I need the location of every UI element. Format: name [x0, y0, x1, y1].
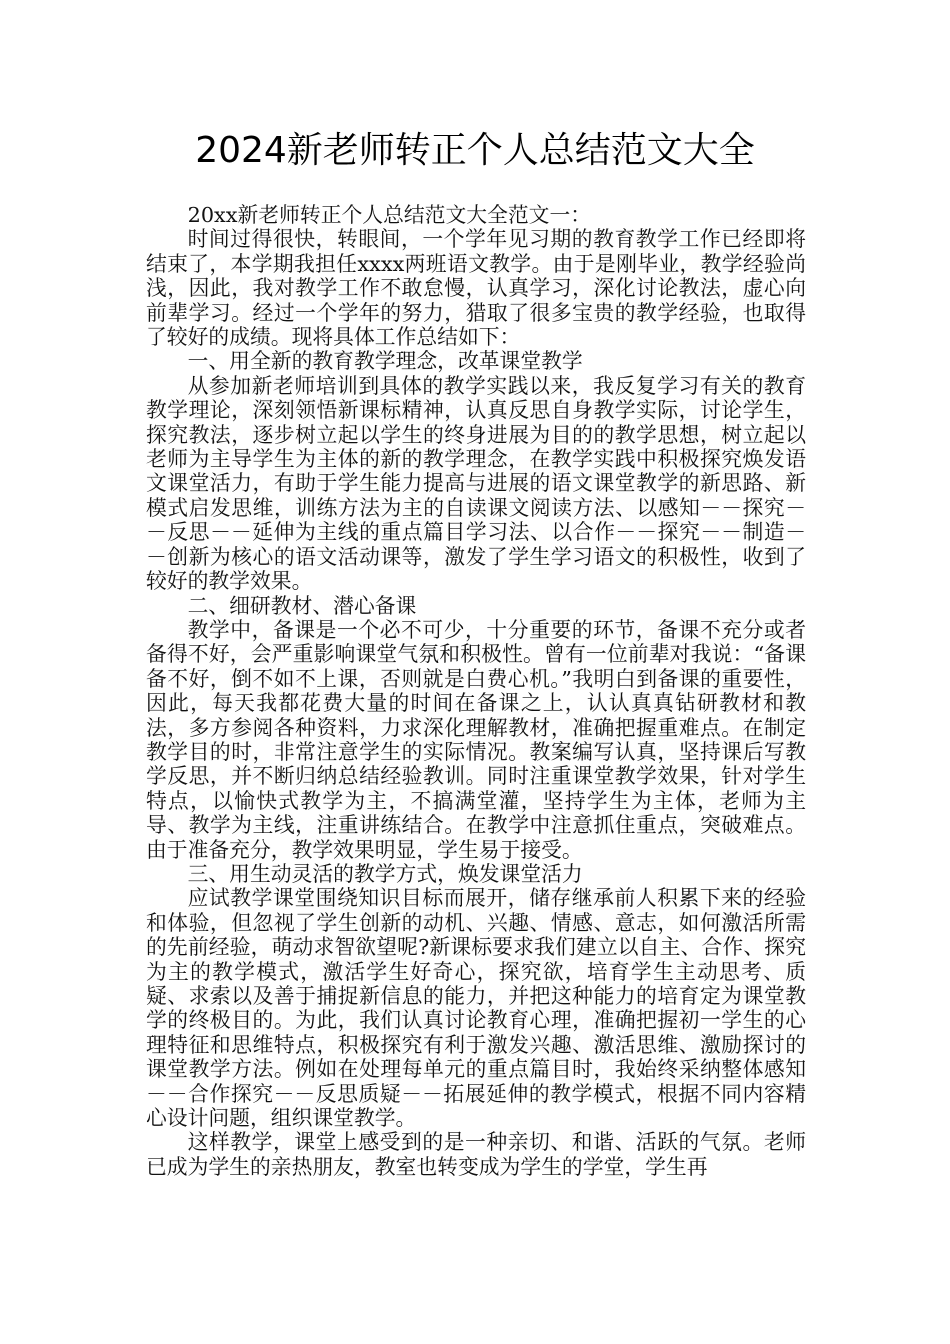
- paragraph-opening: 时间过得很快，转眼间，一个学年见习期的教育教学工作已经即将结束了，本学期我担任xxxx两班语文教学。由于是刚毕业，教学经验尚浅，因此，我对教学工作不敢怠慢，认真学习，深化讨论教法，虚心向前辈学习。经过一个学年的努力，猎取了很多宝贵的教学经验，也取得了较好的成绩。现将具体工作总结如下：: [146, 227, 806, 350]
- paragraph-intro-heading: 20xx新老师转正个人总结范文大全范文一：: [187, 203, 592, 227]
- section-heading-3: 三、用生动灵活的教学方式，焕发课堂活力: [187, 861, 583, 886]
- document-body: [146, 203, 806, 1179]
- section-heading-1: 一、用全新的教育教学理念，改革课堂教学: [187, 349, 583, 374]
- section-heading-2: 二、细研教材、潜心备课: [187, 593, 417, 618]
- paragraph-section-1: 从参加新老师培训到具体的教学实践以来，我反复学习有关的教育教学理论，深刻领悟新课标精神，认真反思自身教学实际，讨论学生，探究教法，逐步树立起以学生的终身进展为目的的教学思想，树立起以老师为主导学生为主体的新的教学理念，在教学实践中积极探究焕发语文课堂活力，有助于学生能力提高与进展的语文课堂教学的新思路、新模式启发思维，训练方法为主的自读课文阅读方法、以感知－－探究－－反思－－延伸为主线的重点篇目学习法、以合作－－探究－－制造－－创新为核心的语文活动课等，激发了学生学习语文的积极性，收到了较好的教学效果。: [146, 373, 806, 594]
- paragraph-section-3: 应试教学课堂围绕知识目标而展开，储存继承前人积累下来的经验和体验，但忽视了学生创新的动机、兴趣、情感、意志，如何激活所需的先前经验，萌动求智欲望呢?新课标要求我们建立以自主、合作、探究为主的教学模式，激活学生好奇心，探究欲，培育学生主动思考、质疑、求索以及善于捕捉新信息的能力，并把这种能力的培育定为课堂教学的终极目的。为此，我们认真讨论教育心理，准确把握初一学生的心理特征和思维特点，积极探究有利于激发兴趣、激活思维、激励探讨的课堂教学方法。例如在处理每单元的重点篇目时，我始终采纳整体感知－－合作探究－－反思质疑－－拓展延伸的教学模式，根据不同内容精心设计问题，组织课堂教学。: [146, 886, 806, 1131]
- paragraph-section-2: 教学中，备课是一个必不可少，十分重要的环节，备课不充分或者备得不好，会严重影响课堂气氛和积极性。曾有一位前辈对我说：“备课备不好，倒不如不上课，否则就是白费心机。”我明白到备课的重要性，因此，每天我都花费大量的时间在备课之上，认认真真钻研教材和教法，多方参阅各种资料，力求深化理解教材，准确把握重难点。在制定教学目的时，非常注意学生的实际情况。教案编写认真，坚持课后写教学反思，并不断归纳总结经验教训。同时注重课堂教学效果，针对学生特点，以愉快式教学为主，不搞满堂灌，坚持学生为主体，老师为主导、教学为主线，注重讲练结合。在教学中注意抓住重点，突破难点。由于准备充分，教学效果明显，学生易于接受。: [146, 617, 806, 862]
- document-title: 2024新老师转正个人总结范文大全: [195, 130, 755, 171]
- paragraph-continuation: 这样教学，课堂上感受到的是一种亲切、和谐、活跃的气氛。老师已成为学生的亲热朋友，教室也转变成为学生的学堂，学生再: [146, 1130, 806, 1179]
